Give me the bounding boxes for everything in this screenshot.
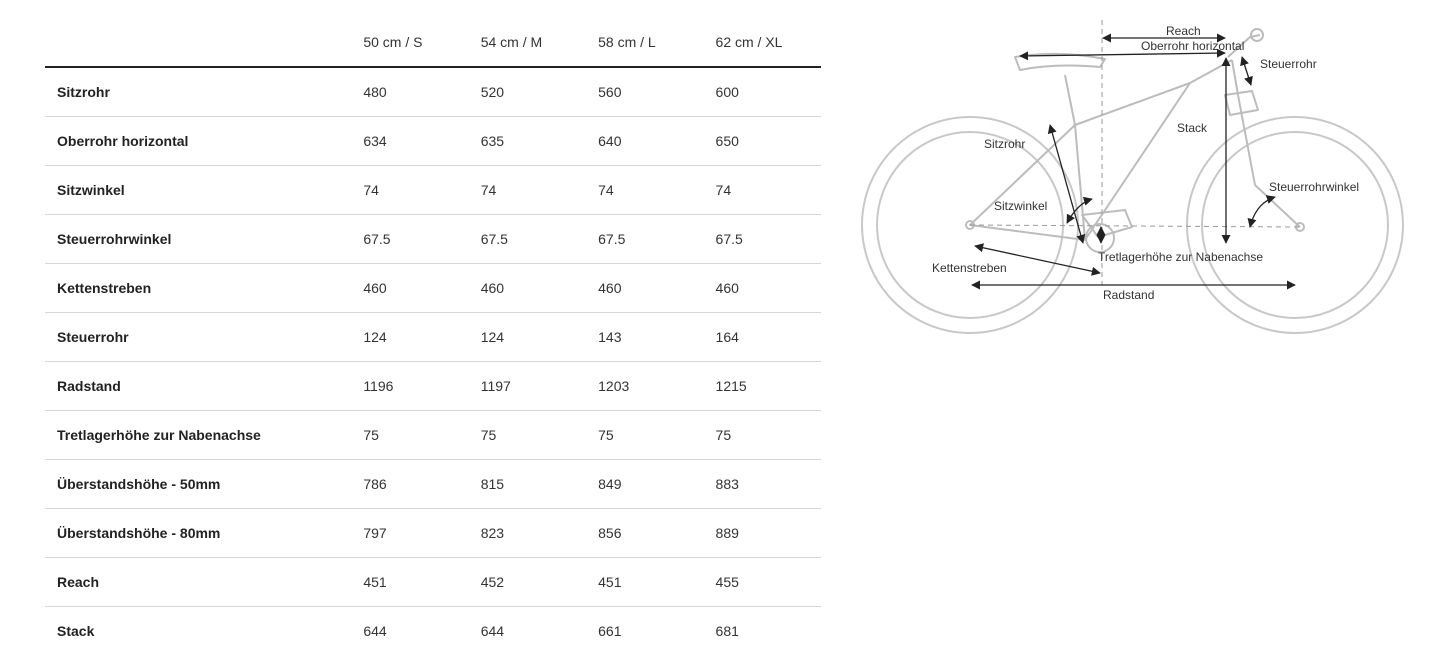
row-value: 856 — [586, 509, 703, 558]
table-row — [45, 460, 821, 509]
sitzwinkel-arrow — [1067, 199, 1092, 223]
table-row — [45, 67, 821, 117]
table-row — [45, 558, 821, 607]
row-value: 451 — [586, 558, 703, 607]
table-row — [45, 166, 821, 215]
row-value: 164 — [704, 313, 821, 362]
row-label: Sitzrohr — [45, 67, 351, 117]
table-row — [45, 362, 821, 411]
row-value: 650 — [704, 117, 821, 166]
label-steuerrohr: Steuerrohr — [1260, 57, 1317, 71]
header-size-2: 54 cm / M — [469, 18, 586, 67]
row-value: 600 — [704, 67, 821, 117]
row-value: 124 — [351, 313, 468, 362]
row-value: 75 — [469, 411, 586, 460]
row-value: 1197 — [469, 362, 586, 411]
row-value: 815 — [469, 460, 586, 509]
label-tretlager: Tretlagerhöhe zur Nabenachse — [1098, 250, 1263, 264]
row-label: Sitzwinkel — [45, 166, 351, 215]
header-label-column — [45, 18, 351, 67]
table-row — [45, 411, 821, 460]
row-value: 889 — [704, 509, 821, 558]
row-label: Radstand — [45, 362, 351, 411]
row-label: Kettenstreben — [45, 264, 351, 313]
row-value: 67.5 — [586, 215, 703, 264]
row-value: 455 — [704, 558, 821, 607]
table-row — [45, 607, 821, 656]
row-label: Reach — [45, 558, 351, 607]
row-value: 1203 — [586, 362, 703, 411]
row-value: 644 — [480, 623, 505, 639]
bike-geometry-diagram — [860, 15, 1410, 345]
row-value: 67.5 — [469, 215, 586, 264]
row-value: 635 — [469, 117, 586, 166]
row-value: 74 — [469, 166, 586, 215]
row-value: 75 — [586, 411, 703, 460]
label-radstand: Radstand — [1103, 288, 1155, 302]
table-row — [45, 215, 821, 264]
row-value: 143 — [586, 313, 703, 362]
diagram-labels — [932, 24, 1359, 302]
row-value: 124 — [469, 313, 586, 362]
row-value: 67.5 — [704, 215, 821, 264]
header-size-3: 58 cm / L — [586, 18, 703, 67]
header-size-4: 62 cm / XL — [704, 18, 821, 67]
label-sitzwinkel: Sitzwinkel — [994, 199, 1048, 213]
table-row — [45, 509, 821, 558]
row-value: 520 — [469, 67, 586, 117]
row-label: Tretlagerhöhe zur Nabenachse — [45, 411, 351, 460]
row-label: Oberrohr horizontal — [45, 117, 351, 166]
header-size-1: 50 cm / S — [351, 18, 468, 67]
row-value: 451 — [351, 558, 468, 607]
row-label: Überstandshöhe - 80mm — [45, 509, 351, 558]
row-value: 460 — [469, 264, 586, 313]
row-value: 644 — [363, 623, 387, 639]
table-row — [45, 264, 821, 313]
row-value: 460 — [704, 264, 821, 313]
row-value: 560 — [586, 67, 703, 117]
row-label: Überstandshöhe - 50mm — [45, 460, 351, 509]
row-value: 74 — [351, 166, 468, 215]
row-value: 74 — [704, 166, 821, 215]
row-label: Steuerrohr — [45, 313, 351, 362]
row-value: 661 — [598, 623, 622, 639]
row-value: 75 — [351, 411, 468, 460]
label-oberrohr: Oberrohr horizontal — [1141, 39, 1245, 53]
row-value: 797 — [351, 509, 468, 558]
row-value: 681 — [715, 623, 739, 639]
row-value: 460 — [351, 264, 468, 313]
row-value: 823 — [469, 509, 586, 558]
table-row — [45, 313, 821, 362]
steuerrohr-arrow — [1242, 57, 1251, 85]
row-value: 67.5 — [351, 215, 468, 264]
row-value: 634 — [351, 117, 468, 166]
row-value: 75 — [704, 411, 821, 460]
label-stack: Stack — [1177, 121, 1208, 135]
row-value: 1215 — [704, 362, 821, 411]
row-value: 460 — [586, 264, 703, 313]
label-steuerrohrwinkel: Steuerrohrwinkel — [1269, 180, 1360, 194]
row-value: 74 — [586, 166, 703, 215]
label-sitzrohr: Sitzrohr — [984, 137, 1026, 151]
geometry-table — [45, 18, 821, 655]
measurement-arrows — [972, 38, 1295, 285]
row-value: 452 — [469, 558, 586, 607]
label-reach: Reach — [1166, 24, 1201, 38]
row-label: Stack — [57, 623, 95, 639]
row-value: 640 — [586, 117, 703, 166]
header-row — [45, 18, 821, 67]
row-label: Steuerrohrwinkel — [45, 215, 351, 264]
label-kettenstreben: Kettenstreben — [932, 261, 1007, 275]
row-value: 786 — [351, 460, 468, 509]
table-row — [45, 117, 821, 166]
front-wheel — [1187, 117, 1403, 333]
reference-lines — [970, 20, 1300, 285]
row-value: 1196 — [351, 362, 468, 411]
row-value: 849 — [586, 460, 703, 509]
table-header — [45, 18, 821, 67]
row-value: 883 — [704, 460, 821, 509]
table-body — [45, 67, 821, 655]
row-value: 480 — [351, 67, 468, 117]
